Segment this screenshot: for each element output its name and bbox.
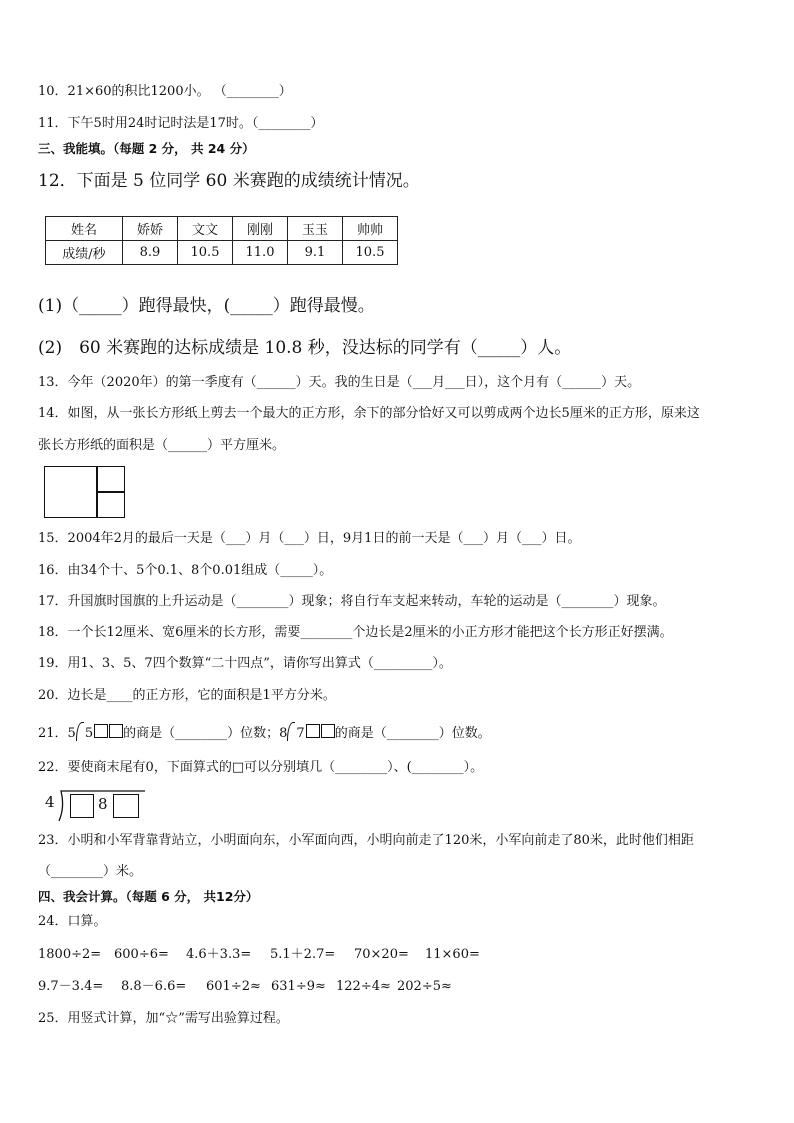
- divisor: 8: [279, 726, 288, 741]
- blank-box: [306, 724, 320, 738]
- blank-box: [70, 794, 94, 818]
- blank-box: [109, 724, 123, 738]
- question-number: 21．: [38, 726, 68, 741]
- division-expression: [68, 726, 124, 741]
- calc-item: 1800÷2=: [38, 947, 102, 962]
- table-cell: 帅帅: [343, 217, 398, 241]
- divisor: 5: [67, 726, 76, 741]
- table-cell: 娇娇: [123, 217, 178, 241]
- table-cell: 刚刚: [233, 217, 288, 241]
- score-table: [45, 216, 398, 265]
- calc-item: 601÷2≈: [206, 979, 261, 994]
- question-17: 17．升国旗时国旗的上升运动是（________）现象；将自行车支起来转动，车轮的运动是（________）现象。: [38, 594, 666, 609]
- table-cell: 文文: [178, 217, 233, 241]
- question-15: 15．2004年2月的最后一天是（___）月（___）日，9月1日的前一天是（___）月（___）日。: [38, 531, 581, 546]
- calc-item: 9.7－3.4=: [38, 979, 104, 994]
- question-text: 的商是（________）位数。: [334, 726, 491, 741]
- blank-box: [94, 724, 108, 738]
- question-14-line-2: 张长方形纸的面积是（______）平方厘米。: [38, 438, 286, 453]
- question-12-part-2: (2) 60 米赛跑的达标成绩是 10.8 秒，没达标的同学有（_____）人。: [38, 338, 572, 358]
- calc-item: 600÷6=: [114, 947, 169, 962]
- question-19: 19．用1、3、5、7四个数算“二十四点”，请你写出算式（_________）。: [38, 656, 452, 671]
- question-12-part-1: (1)（_____）跑得最快，(_____）跑得最慢。: [38, 296, 375, 316]
- calc-item: 4.6＋3.3=: [186, 947, 252, 962]
- question-23-line-1: 23．小明和小军背靠背站立，小明面向东，小军面向西，小明向前走了120米，小军向前走了80米，此时他们相距: [38, 833, 694, 848]
- table-cell: 姓名: [46, 217, 123, 241]
- question-text: 的商是（________）位数；: [123, 726, 280, 741]
- table-cell: 玉玉: [288, 217, 343, 241]
- question-11: 11．下午5时用24时记时法是17时。（________）: [38, 116, 324, 131]
- calc-item: 11×60=: [425, 947, 480, 962]
- table-cell: 11.0: [233, 241, 288, 265]
- question-21: [38, 722, 491, 742]
- calc-item: 70×20=: [354, 947, 409, 962]
- dividend-digit: 8: [98, 795, 108, 813]
- question-14-line-1: 14．如图，从一张长方形纸上剪去一个最大的正方形，余下的部分恰好又可以剪成两个边长5厘米的正方形，原来这: [38, 406, 700, 421]
- division-expression: [279, 726, 335, 741]
- table-cell: 10.5: [343, 241, 398, 265]
- dividend-digit: 7: [296, 726, 305, 741]
- table-cell: 成绩/秒: [46, 241, 123, 265]
- section-4-heading: 四、我会计算。（每题 6 分， 共12分）: [38, 889, 259, 904]
- question-10: 10．21×60的积比1200小。 （________）: [38, 84, 292, 99]
- calc-item: 122÷4≈: [336, 979, 391, 994]
- question-23-line-2: （________）米。: [38, 864, 143, 879]
- question-12: 12．下面是 5 位同学 60 米赛跑的成绩统计情况。: [38, 171, 420, 191]
- calc-item: 5.1＋2.7=: [270, 947, 336, 962]
- section-3-heading: 三、我能填。（每题 2 分， 共 24 分）: [38, 141, 255, 156]
- question-20: 20．边长是____的正方形，它的面积是1平方分米。: [38, 688, 336, 703]
- question-13: 13．今年（2020年）的第一季度有（______）天。我的生日是（___月___日），这个月有（______）天。: [38, 375, 641, 390]
- blank-box: [321, 724, 335, 738]
- question-16: 16．由34个十、5个0.1、8个0.01组成（_____）。: [38, 563, 333, 578]
- division-bracket-icon: [76, 722, 84, 741]
- division-divisor: 4: [45, 793, 55, 811]
- table-cell: 9.1: [288, 241, 343, 265]
- question-22: 22．要使商末尾有0，下面算式的□可以分别填几（________）、(________）。: [38, 760, 484, 775]
- calc-item: 8.8－6.6=: [121, 979, 187, 994]
- question-18: 18．一个长12厘米、宽6厘米的长方形，需要________个边长是2厘米的小正方形才能把这个长方形正好摆满。: [38, 625, 673, 640]
- figure-divider: [96, 491, 124, 493]
- question-24: 24．口算。: [38, 914, 107, 929]
- question-25: 25．用竖式计算，加“☆”需写出验算过程。: [38, 1011, 289, 1026]
- division-bracket-icon: [287, 722, 295, 741]
- table-row: [46, 241, 398, 265]
- table-cell: 10.5: [178, 241, 233, 265]
- blank-box: [113, 794, 139, 818]
- calc-item: 631÷9≈: [271, 979, 326, 994]
- table-cell: 8.9: [123, 241, 178, 265]
- table-header-row: [46, 217, 398, 241]
- dividend-digit: 5: [84, 726, 94, 741]
- calc-item: 202÷5≈: [397, 979, 452, 994]
